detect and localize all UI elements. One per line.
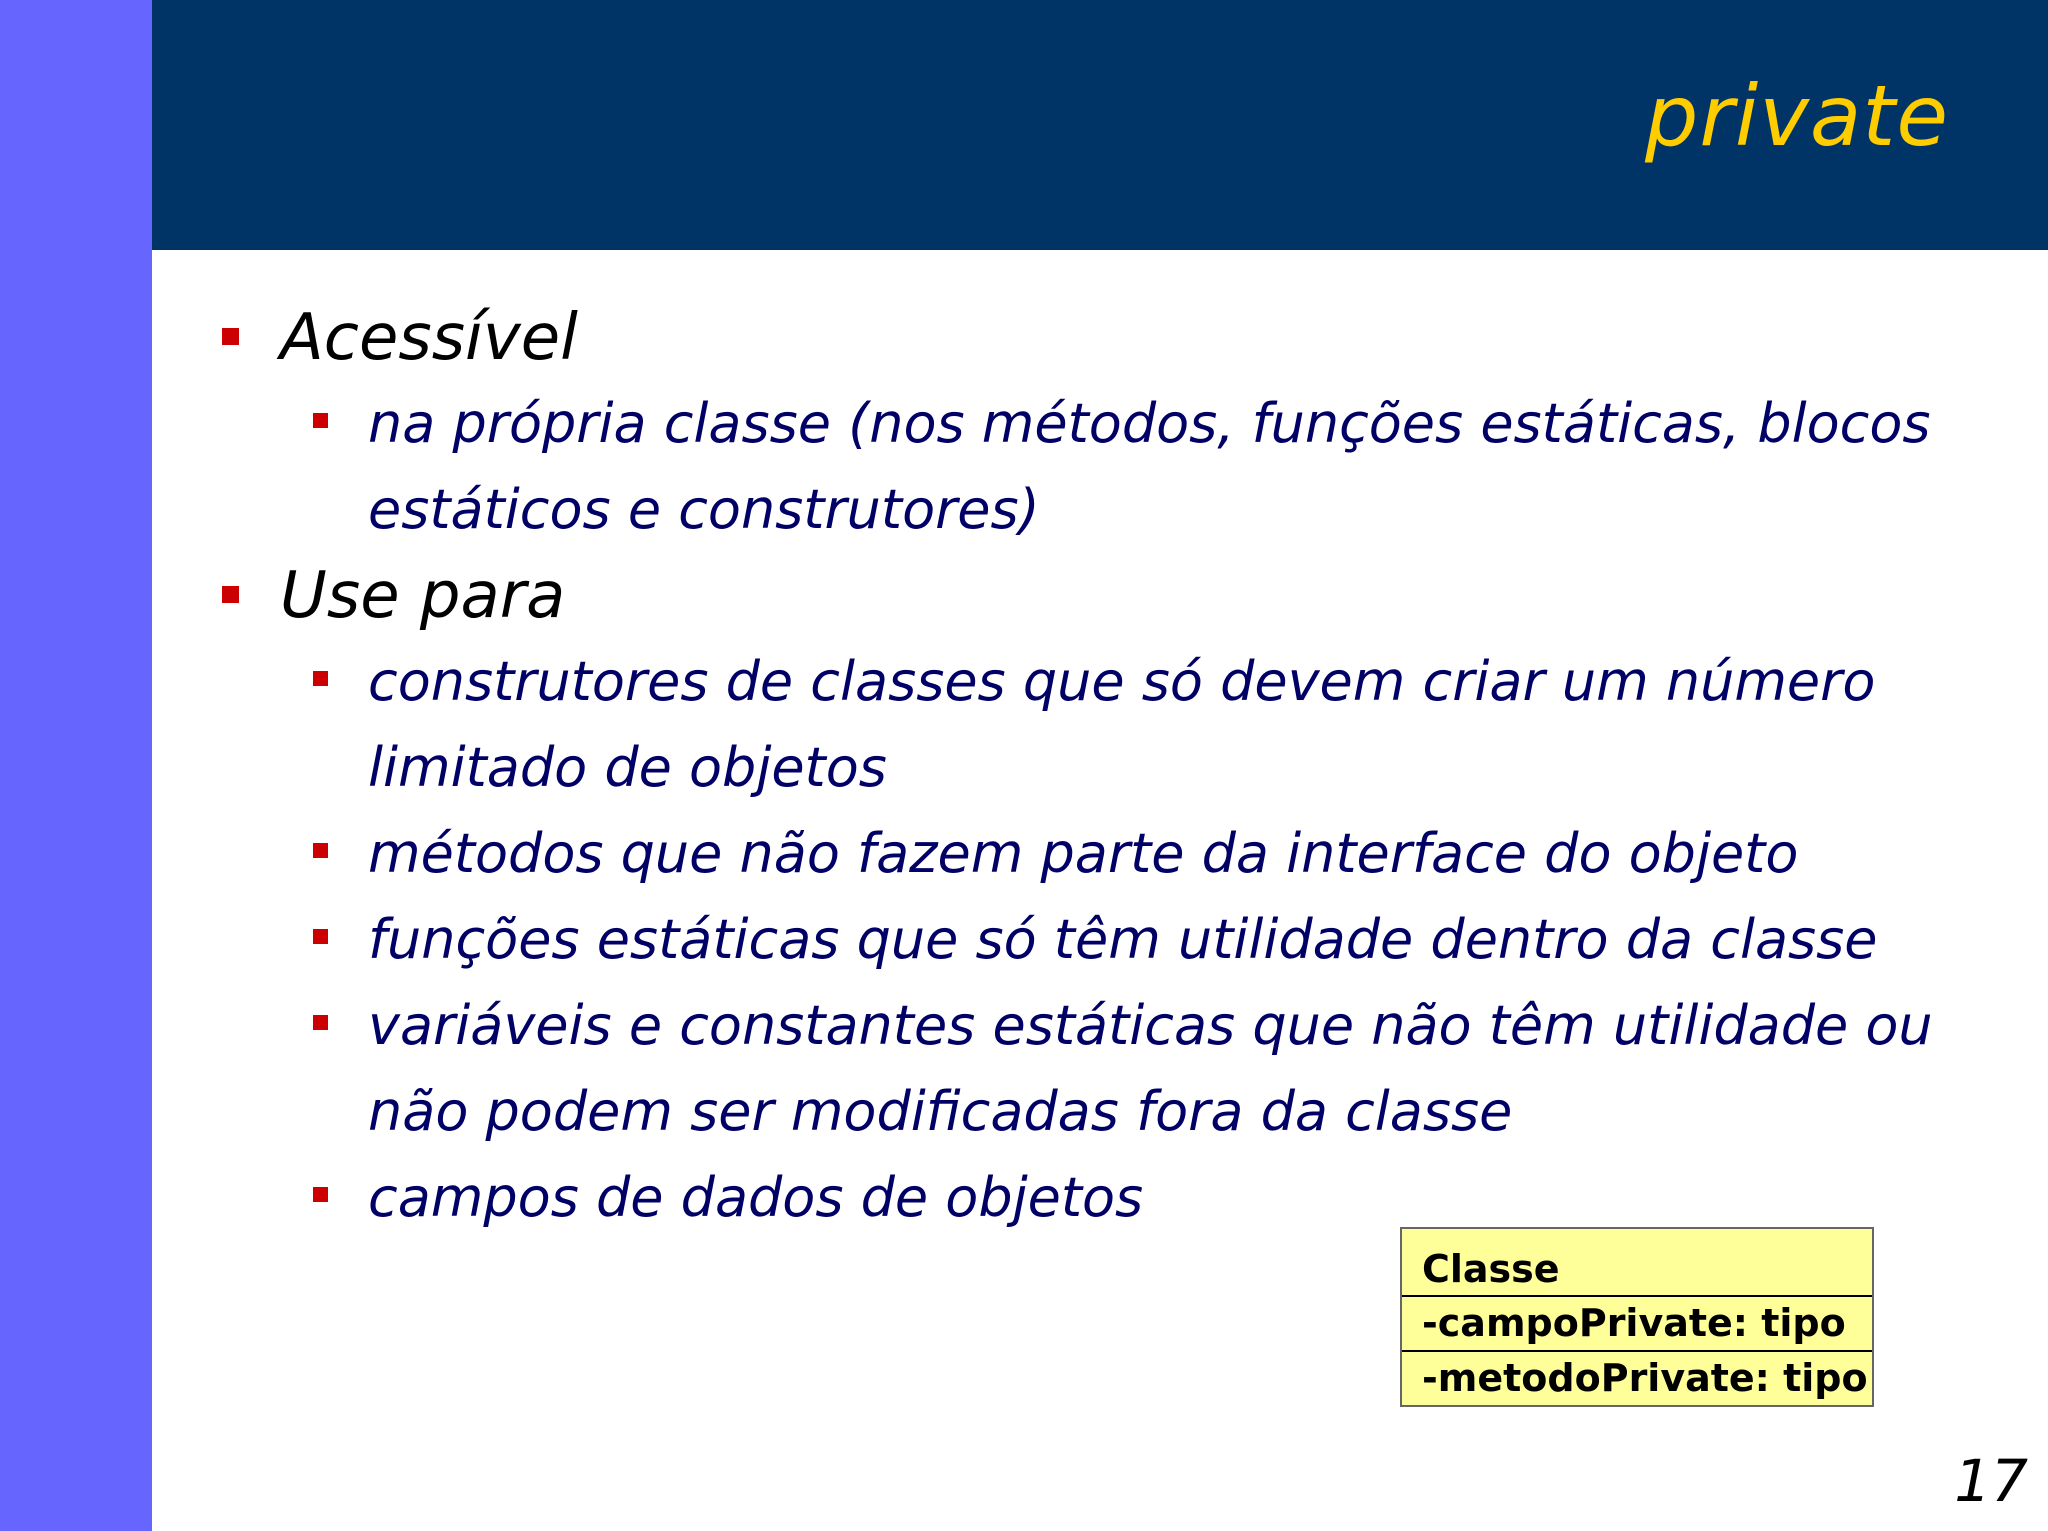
sub-bullet: [313, 381, 1975, 553]
uml-field: -campoPrivate: tipo: [1402, 1295, 1872, 1350]
bullet-text: Use para: [280, 559, 566, 633]
sub-bullet-line: campos de dados de objetos: [368, 1166, 1144, 1229]
square-bullet-icon: [313, 929, 328, 944]
bullet-use-para: [215, 553, 1975, 639]
sub-bullet-line: métodos que não fazem parte da interface do objeto: [368, 822, 1799, 885]
square-bullet-icon: [313, 671, 328, 686]
bullet-acessivel: [215, 295, 1975, 381]
uml-class-name: Classe: [1422, 1247, 1560, 1291]
uml-class-diagram: [1400, 1227, 1874, 1407]
bullet-text: Acessível: [280, 301, 578, 375]
square-bullet-icon: [313, 413, 328, 428]
square-bullet-icon: [313, 1187, 328, 1202]
bullet-list: [215, 295, 1975, 1241]
square-bullet-icon: [313, 843, 328, 858]
sub-bullet: [313, 811, 1975, 897]
sub-bullet: [313, 897, 1975, 983]
side-accent-bar: [0, 0, 152, 1531]
sub-bullet-line: funções estáticas que só têm utilidade dentro da classe: [368, 908, 1878, 971]
square-bullet-icon: [313, 1015, 328, 1030]
slide-title: private: [1645, 67, 1949, 165]
sub-bullet-line: na própria classe (nos métodos, funções estáticas, blocos: [368, 392, 1931, 455]
square-bullet-icon: [222, 328, 239, 345]
page-number: 17: [1954, 1447, 2028, 1515]
sub-bullet-line: variáveis e constantes estáticas que não têm utilidade ou: [368, 994, 1933, 1057]
sub-bullet-line: estáticos e construtores): [368, 478, 1040, 541]
sub-bullet-line: construtores de classes que só devem criar um número: [368, 650, 1876, 713]
sub-bullet-line: limitado de objetos: [368, 736, 887, 799]
uml-method: -metodoPrivate: tipo: [1402, 1350, 1872, 1405]
sub-bullet: [313, 983, 1975, 1155]
sub-bullet: [313, 639, 1975, 811]
sub-bullet-line: não podem ser modificadas fora da classe: [368, 1080, 1513, 1143]
square-bullet-icon: [222, 586, 239, 603]
